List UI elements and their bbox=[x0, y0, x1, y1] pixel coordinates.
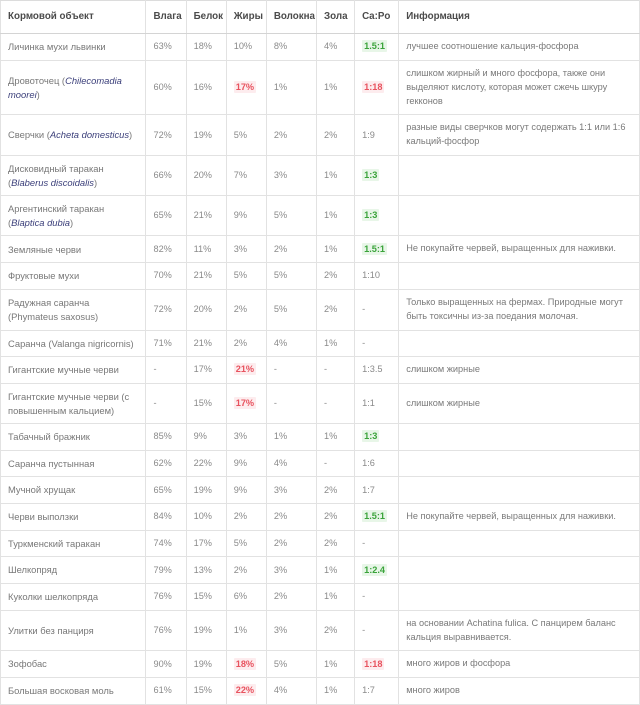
cell-fat: 6% bbox=[226, 584, 266, 611]
cell-ash: 1% bbox=[316, 236, 354, 263]
table-row bbox=[1, 383, 640, 423]
cell-info: на основании Achatina fulica. С панцирем баланс кальция выравнивается. bbox=[399, 610, 640, 651]
cell-ash: - bbox=[316, 383, 354, 423]
cell-feeder-name bbox=[1, 61, 146, 115]
cell-ash: 2% bbox=[316, 263, 354, 290]
cell-ash: 1% bbox=[316, 557, 354, 584]
cell-water: 82% bbox=[146, 236, 186, 263]
cell-fat: 9% bbox=[226, 196, 266, 236]
cell-calcium-phosphorus-ratio: 1:3.5 bbox=[355, 357, 399, 384]
feeder-name-common: Фруктовые мухи bbox=[8, 270, 80, 282]
cell-feeder-name bbox=[1, 155, 146, 195]
cell-feeder-name bbox=[1, 289, 146, 330]
cell-calcium-phosphorus-ratio: - bbox=[355, 584, 399, 611]
feeder-name-common: Черви выползки bbox=[8, 511, 79, 523]
cell-protein: 15% bbox=[186, 383, 226, 423]
cell-fiber: 2% bbox=[266, 236, 316, 263]
cell-info bbox=[399, 584, 640, 611]
cap-value-green: 1:3 bbox=[364, 210, 378, 221]
cell-ash: 4% bbox=[316, 34, 354, 61]
feeder-name-common: Гигантские мучные черви bbox=[8, 364, 119, 376]
cell-fat bbox=[226, 383, 266, 423]
cell-protein: 15% bbox=[186, 678, 226, 705]
cell-fiber: 5% bbox=[266, 196, 316, 236]
cell-ash: 1% bbox=[316, 651, 354, 678]
table-row bbox=[1, 530, 640, 557]
cap-value-green: 1:2.4 bbox=[364, 564, 386, 575]
cell-feeder-name bbox=[1, 383, 146, 423]
cell-ash: 1% bbox=[316, 155, 354, 195]
cell-water: 63% bbox=[146, 34, 186, 61]
cell-protein: 22% bbox=[186, 450, 226, 477]
feeder-name-scientific: Chilecomadia moorei bbox=[8, 75, 122, 100]
cell-calcium-phosphorus-ratio: - bbox=[355, 610, 399, 651]
cell-fiber: 1% bbox=[266, 424, 316, 451]
table-row bbox=[1, 557, 640, 584]
cell-water: 74% bbox=[146, 530, 186, 557]
cell-ash: 1% bbox=[316, 584, 354, 611]
cell-ash: 1% bbox=[316, 196, 354, 236]
cell-water: 60% bbox=[146, 61, 186, 115]
feeder-name-common: Куколки шелкопряда bbox=[8, 591, 99, 603]
cell-feeder-name bbox=[1, 115, 146, 156]
cell-protein: 18% bbox=[186, 34, 226, 61]
cell-protein: 21% bbox=[186, 263, 226, 290]
cap-value-red: 1:18 bbox=[364, 658, 383, 669]
cell-water: 61% bbox=[146, 678, 186, 705]
cell-fat bbox=[226, 357, 266, 384]
feeder-name-common: Табачный бражник bbox=[8, 431, 90, 443]
column-header-fiber: Волокна bbox=[266, 1, 316, 34]
cell-calcium-phosphorus-ratio: - bbox=[355, 330, 399, 357]
cell-info: много жиров и фосфора bbox=[399, 651, 640, 678]
cell-fiber: 4% bbox=[266, 678, 316, 705]
feeder-name-common: Саранча (Valanga nigricornis) bbox=[8, 337, 134, 349]
cap-value-green: 1:3 bbox=[364, 169, 378, 180]
cell-fiber: 2% bbox=[266, 584, 316, 611]
cell-calcium-phosphorus-ratio: 1:9 bbox=[355, 115, 399, 156]
feeder-name-common: Сверчки ( bbox=[8, 129, 50, 141]
cell-feeder-name bbox=[1, 557, 146, 584]
feeder-name-tail: ) bbox=[129, 129, 133, 141]
table-row bbox=[1, 477, 640, 504]
column-header-name: Кормовой объект bbox=[1, 1, 146, 34]
cell-protein: 10% bbox=[186, 504, 226, 531]
feeder-name-scientific: Acheta domesticus bbox=[49, 129, 130, 141]
table-row bbox=[1, 236, 640, 263]
cell-info bbox=[399, 196, 640, 236]
feeder-name-common: Дисковидный таракан ( bbox=[8, 162, 104, 188]
cell-feeder-name bbox=[1, 357, 146, 384]
cell-protein: 20% bbox=[186, 155, 226, 195]
cell-fiber: 2% bbox=[266, 530, 316, 557]
cell-fat: 5% bbox=[226, 115, 266, 156]
cell-fiber: 3% bbox=[266, 477, 316, 504]
feeder-name-common: Радужная саранча (Phymateus saxosus) bbox=[8, 297, 99, 322]
cell-feeder-name bbox=[1, 584, 146, 611]
cell-feeder-name bbox=[1, 504, 146, 531]
cell-info: слишком жирный и много фосфора, также они выделяют кислоту, которая может сжечь шкуру гекконов bbox=[399, 61, 640, 115]
cell-fat: 10% bbox=[226, 34, 266, 61]
cell-calcium-phosphorus-ratio: 1:1 bbox=[355, 383, 399, 423]
feeder-name-tail: ) bbox=[93, 176, 98, 188]
cell-ash: 2% bbox=[316, 610, 354, 651]
cell-info: много жиров bbox=[399, 678, 640, 705]
feeder-name-tail: ) bbox=[36, 88, 40, 100]
table-row bbox=[1, 584, 640, 611]
cell-info: разные виды сверчков могут содержать 1:1 или 1:6 кальций-фосфор bbox=[399, 115, 640, 156]
table-row bbox=[1, 155, 640, 195]
cell-info bbox=[399, 477, 640, 504]
cap-value-green: 1.5:1 bbox=[364, 41, 386, 52]
cell-info bbox=[399, 530, 640, 557]
cell-calcium-phosphorus-ratio bbox=[355, 557, 399, 584]
cell-ash: 1% bbox=[316, 61, 354, 115]
cell-feeder-name bbox=[1, 236, 146, 263]
cell-feeder-name bbox=[1, 424, 146, 451]
cell-water: 65% bbox=[146, 477, 186, 504]
cell-fat: 2% bbox=[226, 289, 266, 330]
cell-ash: 2% bbox=[316, 477, 354, 504]
cell-fiber: 8% bbox=[266, 34, 316, 61]
cell-feeder-name bbox=[1, 651, 146, 678]
cell-ash: - bbox=[316, 450, 354, 477]
table-row bbox=[1, 34, 640, 61]
table-row bbox=[1, 651, 640, 678]
cell-calcium-phosphorus-ratio bbox=[355, 196, 399, 236]
cell-info: Не покупайте червей, выращенных для наживки. bbox=[399, 236, 640, 263]
cell-water: 71% bbox=[146, 330, 186, 357]
feeder-name-common: Дровоточец ( bbox=[8, 75, 66, 87]
fat-value-warning: 21% bbox=[235, 364, 255, 375]
cell-calcium-phosphorus-ratio bbox=[355, 504, 399, 531]
feeder-name-common: Туркменский таракан bbox=[8, 537, 101, 549]
table-body bbox=[1, 34, 640, 705]
table-row bbox=[1, 424, 640, 451]
cell-ash: 1% bbox=[316, 678, 354, 705]
cell-fat: 2% bbox=[226, 557, 266, 584]
cell-fat: 2% bbox=[226, 504, 266, 531]
cell-protein: 17% bbox=[186, 530, 226, 557]
cap-value-red: 1:18 bbox=[364, 82, 383, 93]
cell-fat: 9% bbox=[226, 450, 266, 477]
table-row bbox=[1, 678, 640, 705]
cell-fiber: 3% bbox=[266, 155, 316, 195]
cell-fat: 2% bbox=[226, 330, 266, 357]
cell-info: слишком жирные bbox=[399, 357, 640, 384]
cell-water: 90% bbox=[146, 651, 186, 678]
feeder-name-common: Шелкопряд bbox=[8, 564, 58, 576]
cell-protein: 21% bbox=[186, 330, 226, 357]
cell-fiber: 4% bbox=[266, 450, 316, 477]
feeder-name-common: Личинка мухи львинки bbox=[8, 41, 106, 53]
cell-info bbox=[399, 155, 640, 195]
cell-info: Не покупайте червей, выращенных для наживки. bbox=[399, 504, 640, 531]
feeder-name-common: Земляные черви bbox=[8, 243, 82, 255]
column-header-cap: Ca:Po bbox=[355, 1, 399, 34]
cell-info bbox=[399, 424, 640, 451]
cell-fat: 1% bbox=[226, 610, 266, 651]
cell-fat: 3% bbox=[226, 236, 266, 263]
table-row bbox=[1, 357, 640, 384]
cell-water: 84% bbox=[146, 504, 186, 531]
cell-water: 76% bbox=[146, 610, 186, 651]
feeder-name-common: Саранча пустынная bbox=[8, 457, 95, 469]
cell-feeder-name bbox=[1, 450, 146, 477]
table-row bbox=[1, 263, 640, 290]
cell-fiber: 5% bbox=[266, 651, 316, 678]
feeder-name-scientific: Blaberus discoidalis bbox=[11, 176, 94, 188]
cell-feeder-name bbox=[1, 610, 146, 651]
cell-calcium-phosphorus-ratio bbox=[355, 424, 399, 451]
cap-value-green: 1:3 bbox=[364, 431, 378, 442]
cell-protein: 19% bbox=[186, 477, 226, 504]
cell-water: 70% bbox=[146, 263, 186, 290]
cell-fat: 5% bbox=[226, 263, 266, 290]
cell-water: - bbox=[146, 383, 186, 423]
cell-protein: 17% bbox=[186, 357, 226, 384]
table-header bbox=[1, 1, 640, 34]
cell-calcium-phosphorus-ratio: 1:10 bbox=[355, 263, 399, 290]
cell-feeder-name bbox=[1, 530, 146, 557]
cell-water: - bbox=[146, 357, 186, 384]
fat-value-warning: 22% bbox=[235, 685, 255, 696]
column-header-water: Влага bbox=[146, 1, 186, 34]
feeder-name-scientific: Blaptica dubia bbox=[11, 216, 71, 228]
table-header-row bbox=[1, 1, 640, 34]
cell-fiber: 2% bbox=[266, 504, 316, 531]
feeder-name-common: Большая восковая моль bbox=[8, 685, 114, 697]
cell-fat: 3% bbox=[226, 424, 266, 451]
column-header-ash: Зола bbox=[316, 1, 354, 34]
cell-protein: 20% bbox=[186, 289, 226, 330]
feeder-name-common: Улитки без панциря bbox=[8, 624, 94, 636]
table-row bbox=[1, 610, 640, 651]
cell-fiber: 3% bbox=[266, 557, 316, 584]
cell-fat: 7% bbox=[226, 155, 266, 195]
fat-value-warning: 17% bbox=[235, 82, 255, 93]
cell-info bbox=[399, 450, 640, 477]
cell-calcium-phosphorus-ratio: - bbox=[355, 289, 399, 330]
cell-ash: 1% bbox=[316, 424, 354, 451]
cell-calcium-phosphorus-ratio: 1:7 bbox=[355, 678, 399, 705]
cell-fiber: 5% bbox=[266, 263, 316, 290]
cell-fiber: 3% bbox=[266, 610, 316, 651]
cell-fiber: - bbox=[266, 357, 316, 384]
cell-info: слишком жирные bbox=[399, 383, 640, 423]
cell-feeder-name bbox=[1, 34, 146, 61]
cell-ash: 2% bbox=[316, 530, 354, 557]
cell-ash: 1% bbox=[316, 330, 354, 357]
cell-fat bbox=[226, 678, 266, 705]
cap-value-green: 1.5:1 bbox=[364, 511, 386, 522]
table-row bbox=[1, 196, 640, 236]
cell-fat bbox=[226, 61, 266, 115]
table-row bbox=[1, 504, 640, 531]
table-row bbox=[1, 289, 640, 330]
cell-protein: 19% bbox=[186, 651, 226, 678]
cell-water: 62% bbox=[146, 450, 186, 477]
cap-value-green: 1.5:1 bbox=[364, 243, 386, 254]
cell-water: 85% bbox=[146, 424, 186, 451]
cell-fiber: 4% bbox=[266, 330, 316, 357]
cell-feeder-name bbox=[1, 477, 146, 504]
column-header-fat: Жиры bbox=[226, 1, 266, 34]
table-row bbox=[1, 330, 640, 357]
cell-feeder-name bbox=[1, 263, 146, 290]
fat-value-warning: 18% bbox=[235, 658, 255, 669]
cell-protein: 19% bbox=[186, 115, 226, 156]
cell-calcium-phosphorus-ratio bbox=[355, 61, 399, 115]
cell-fat: 9% bbox=[226, 477, 266, 504]
cell-protein: 15% bbox=[186, 584, 226, 611]
cell-fiber: 5% bbox=[266, 289, 316, 330]
cell-protein: 19% bbox=[186, 610, 226, 651]
feeder-name-common: Зофобас bbox=[8, 658, 47, 670]
cell-info bbox=[399, 557, 640, 584]
cell-protein: 16% bbox=[186, 61, 226, 115]
cell-water: 66% bbox=[146, 155, 186, 195]
cell-fat: 5% bbox=[226, 530, 266, 557]
cell-protein: 11% bbox=[186, 236, 226, 263]
cell-water: 72% bbox=[146, 115, 186, 156]
cell-calcium-phosphorus-ratio bbox=[355, 155, 399, 195]
cell-calcium-phosphorus-ratio: 1:6 bbox=[355, 450, 399, 477]
cell-ash: 2% bbox=[316, 289, 354, 330]
cell-calcium-phosphorus-ratio bbox=[355, 34, 399, 61]
cell-fiber: - bbox=[266, 383, 316, 423]
cell-fiber: 1% bbox=[266, 61, 316, 115]
cell-info: Только выращенных на фермах. Природные могут быть токсичны из-за поедания молочая. bbox=[399, 289, 640, 330]
cell-water: 72% bbox=[146, 289, 186, 330]
cell-calcium-phosphorus-ratio: 1:7 bbox=[355, 477, 399, 504]
cell-ash: 2% bbox=[316, 504, 354, 531]
column-header-protein: Белок bbox=[186, 1, 226, 34]
cell-ash: - bbox=[316, 357, 354, 384]
fat-value-warning: 17% bbox=[235, 397, 255, 408]
cell-protein: 9% bbox=[186, 424, 226, 451]
table-row bbox=[1, 61, 640, 115]
cell-ash: 2% bbox=[316, 115, 354, 156]
table-row bbox=[1, 450, 640, 477]
cell-feeder-name bbox=[1, 678, 146, 705]
cell-feeder-name bbox=[1, 330, 146, 357]
cell-info: лучшее соотношение кальция-фосфора bbox=[399, 34, 640, 61]
feeder-name-common: Гигантские мучные черви (с повышенным кальцием) bbox=[8, 390, 130, 416]
cell-calcium-phosphorus-ratio bbox=[355, 236, 399, 263]
cell-water: 79% bbox=[146, 557, 186, 584]
cell-info bbox=[399, 263, 640, 290]
cell-protein: 13% bbox=[186, 557, 226, 584]
cell-protein: 21% bbox=[186, 196, 226, 236]
cell-info bbox=[399, 330, 640, 357]
cell-water: 76% bbox=[146, 584, 186, 611]
cell-water: 65% bbox=[146, 196, 186, 236]
feeder-name-common: Аргентинский таракан ( bbox=[8, 203, 105, 228]
cell-calcium-phosphorus-ratio bbox=[355, 651, 399, 678]
feeder-name-tail: ) bbox=[70, 216, 74, 228]
feeder-name-common: Мучной хрущак bbox=[8, 484, 76, 496]
cell-fiber: 2% bbox=[266, 115, 316, 156]
cell-feeder-name bbox=[1, 196, 146, 236]
table-row bbox=[1, 115, 640, 156]
cell-fat bbox=[226, 651, 266, 678]
column-header-info: Информация bbox=[399, 1, 640, 34]
cell-calcium-phosphorus-ratio: - bbox=[355, 530, 399, 557]
